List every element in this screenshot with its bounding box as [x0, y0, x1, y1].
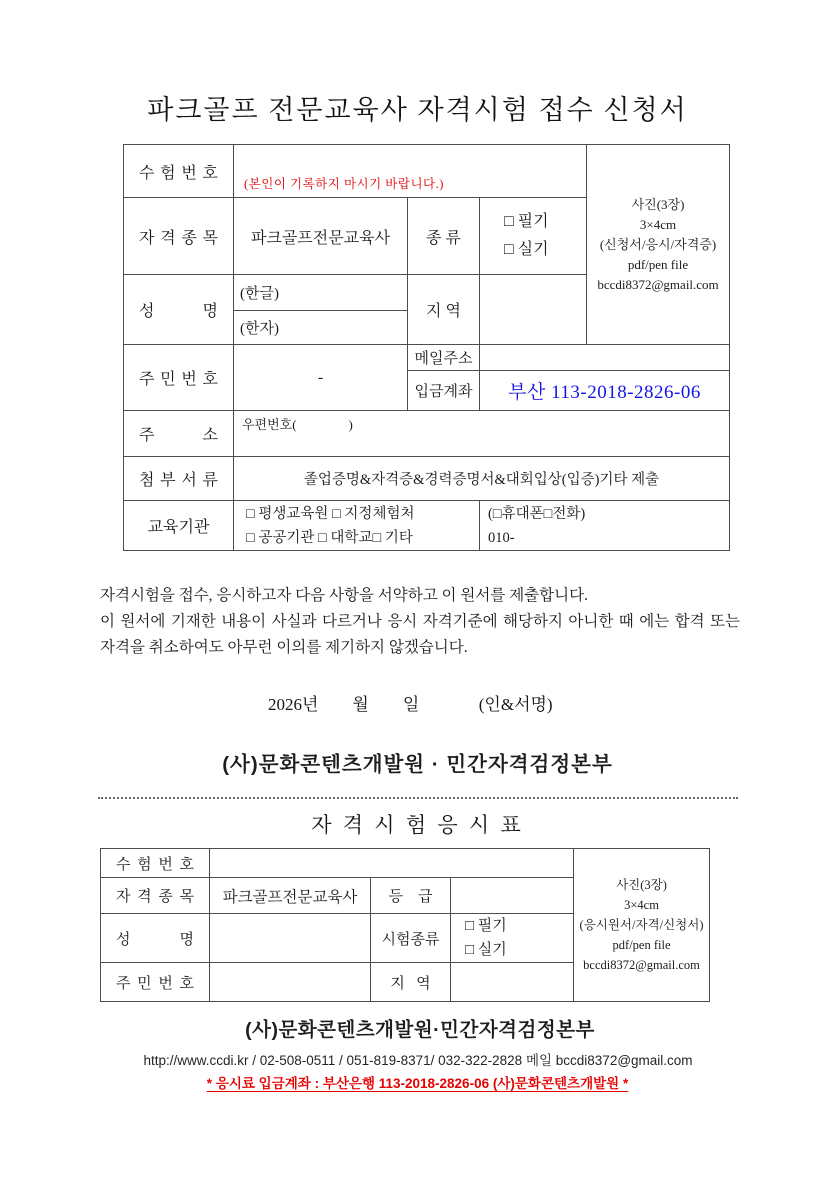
- checkbox-written: □ 필기: [504, 213, 549, 230]
- photo-line: (응시원서/자격/신청서): [579, 918, 704, 932]
- region-label: 지 역: [371, 963, 451, 1002]
- region-value-cell: [480, 275, 587, 345]
- exam-number-label: 수 험 번 호: [101, 849, 210, 878]
- address-label: 주 소: [124, 411, 234, 457]
- pledge-line: 자격시험을 접수, 응시하고자 다음 사항을 서약하고 이 원서를 제출합니다.: [100, 587, 588, 604]
- table-row: [124, 457, 730, 501]
- fee-account-line: * 응시료 입금계좌 : 부산은행 113-2018-2826-06 (사)문화콘텐츠개발원 *: [206, 1076, 629, 1091]
- dotted-divider: [98, 797, 738, 799]
- exam-kind-label: 시험종류: [371, 914, 451, 963]
- education-options-cell: [234, 501, 480, 551]
- name-hanja-cell: (한자): [234, 311, 408, 345]
- certification-value: 파크골프전문교육사: [210, 878, 371, 914]
- resident-number-label: 주 민 번 호: [101, 963, 210, 1002]
- name-value-cell: [210, 914, 371, 963]
- checkbox-written: □ 필기: [465, 918, 507, 934]
- exam-slip-title: 자 격 시 험 응 시 표: [311, 813, 524, 837]
- photo-line: 사진(3장): [631, 196, 685, 212]
- resident-number-value: -: [234, 345, 408, 411]
- pledge-line: 자격을 취소하여도 아무런 이의를 제기하지 않겠습니다.: [100, 639, 468, 656]
- kind-label: 종 류: [408, 198, 480, 275]
- photo-line: pdf/pen file: [627, 256, 689, 272]
- table-row: [124, 411, 730, 457]
- photo-line: 3×4cm: [624, 898, 659, 912]
- pledge-line: 이 원서에 기재한 내용이 사실과 다르거나 응시 자격기준에 해당하지 아니한 때 에는 합격 또는: [100, 613, 740, 630]
- date-signature-line: 2026년 월 일 (인&서명): [268, 695, 553, 714]
- table-row: [124, 145, 730, 198]
- photo-line: 3×4cm: [639, 216, 677, 232]
- page-title: 파크골프 전문교육사 자격시험 접수 신청서: [147, 95, 688, 125]
- mail-address-value-cell: [480, 345, 730, 371]
- exam-number-note: (본인이 기록하지 마시기 바랍니다.): [244, 177, 444, 191]
- photo-email: bccdi8372@gmail.com: [583, 958, 700, 972]
- phone-type-checkboxes: (□휴대폰□전화): [488, 505, 586, 522]
- resident-number-value-cell: [210, 963, 371, 1002]
- photo-instructions-cell: [587, 145, 730, 345]
- certification-label: 자 격 종 목: [124, 198, 234, 275]
- exam-slip-table: [100, 848, 710, 1002]
- organization-name: (사)문화콘텐츠개발원 · 민간자격검정본부: [222, 753, 613, 776]
- grade-label: 등 급: [371, 878, 451, 914]
- deposit-account-label: 입금계좌: [408, 371, 480, 411]
- certification-label: 자 격 종 목: [101, 878, 210, 914]
- photo-line: 사진(3장): [616, 878, 667, 892]
- postal-code-cell: 우편번호( ): [234, 411, 730, 457]
- table-row: [124, 345, 730, 371]
- table-row: [101, 849, 710, 878]
- resident-number-label: 주 민 번 호: [124, 345, 234, 411]
- kind-options-cell: [451, 914, 574, 963]
- kind-options-cell: [480, 198, 587, 275]
- application-table: [123, 144, 730, 551]
- deposit-account-value: 부산 113-2018-2826-06: [480, 371, 730, 411]
- contact-info-line: http://www.ccdi.kr / 02-508-0511 / 051-819-8371/ 032-322-2828 메일 bccdi8372@gmail.com: [143, 1053, 693, 1068]
- phone-number-prefix: 010-: [488, 529, 515, 546]
- checkbox-practical: □ 실기: [504, 241, 549, 258]
- education-institution-label: 교육기관: [124, 501, 234, 551]
- table-row: [124, 501, 730, 551]
- photo-instructions-cell: [574, 849, 710, 1002]
- exam-number-value-cell: [210, 849, 574, 878]
- photo-line: (신청서/응시/자격증): [599, 236, 717, 252]
- photo-line: pdf/pen file: [612, 938, 671, 952]
- certification-value: 파크골프전문교육사: [234, 198, 408, 275]
- region-value-cell: [451, 963, 574, 1002]
- attachments-label: 첨 부 서 류: [124, 457, 234, 501]
- checkbox-practical: □ 실기: [465, 942, 507, 958]
- grade-value-cell: [451, 878, 574, 914]
- checkbox-lifelong-education: □ 평생교육원 □ 지정체험처: [246, 505, 415, 522]
- name-label: 성 명: [124, 275, 234, 345]
- exam-number-label: 수 험 번 호: [124, 145, 234, 198]
- attachments-value: 졸업증명&자격증&경력증명서&대회입상(입증)기타 제출: [234, 457, 730, 501]
- photo-email: bccdi8372@gmail.com: [597, 276, 719, 292]
- mail-address-label: 메일주소: [408, 345, 480, 371]
- phone-cell: [480, 501, 730, 551]
- organization-name-footer: (사)문화콘텐츠개발원·민간자격검정본부: [245, 1019, 595, 1041]
- name-hangul-cell: (한글): [234, 275, 408, 311]
- exam-number-value-cell: [234, 145, 587, 198]
- pledge-text: [100, 583, 740, 661]
- checkbox-public-institution: □ 공공기관 □ 대학교□ 기타: [246, 529, 413, 546]
- name-label: 성 명: [101, 914, 210, 963]
- region-label: 지 역: [408, 275, 480, 345]
